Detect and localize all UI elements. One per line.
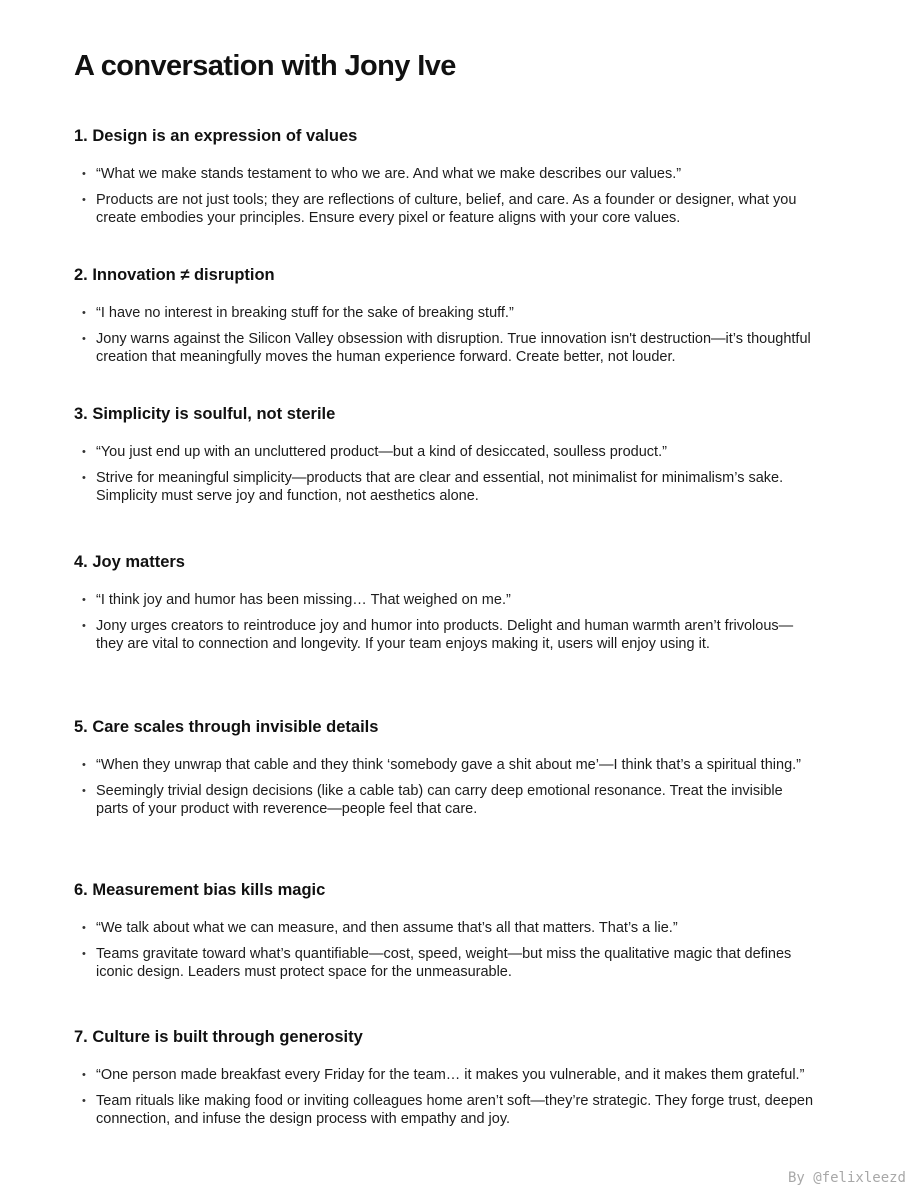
section-heading: 5. Care scales through invisible details bbox=[74, 718, 379, 736]
quote-bullet: • “One person made breakfast every Friday for the team… it makes you vulnerable, and it makes them grateful.” bbox=[74, 1066, 814, 1085]
quote-bullet: • “I think joy and humor has been missing… That weighed on me.” bbox=[74, 591, 814, 610]
section-innovation bbox=[74, 264, 814, 374]
section-design-values bbox=[74, 125, 814, 235]
note-bullet: • Strive for meaningful simplicity—products that are clear and essential, not minimalist for minimalism’s sake. Simplicity must serve joy and function, not aesthetics alone. bbox=[74, 469, 814, 506]
bullet-list bbox=[74, 165, 814, 228]
quote-bullet: • “You just end up with an uncluttered product—but a kind of desiccated, soulless product.” bbox=[74, 443, 814, 462]
bullet-list bbox=[74, 443, 814, 506]
note-bullet: • Products are not just tools; they are reflections of culture, belief, and care. As a founder or designer, what you create embodies your principles. Ensure every pixel or feature aligns with your core values. bbox=[74, 191, 814, 228]
quote-bullet: • “What we make stands testament to who we are. And what we make describes our values.” bbox=[74, 165, 814, 184]
section-heading: 4. Joy matters bbox=[74, 553, 185, 571]
bullet-list bbox=[74, 304, 814, 367]
section-joy bbox=[74, 551, 814, 661]
quote-bullet: • “When they unwrap that cable and they think ‘somebody gave a shit about me’—I think that’s a spiritual thing.” bbox=[74, 756, 814, 775]
bullet-list bbox=[74, 919, 814, 982]
section-heading: 7. Culture is built through generosity bbox=[74, 1028, 363, 1046]
section-heading: 2. Innovation ≠ disruption bbox=[74, 266, 275, 284]
author-credit: By @felixleezd bbox=[787, 1170, 906, 1186]
section-heading: 3. Simplicity is soulful, not sterile bbox=[74, 405, 336, 423]
section-culture bbox=[74, 1026, 814, 1136]
section-heading: 1. Design is an expression of values bbox=[74, 127, 358, 145]
quote-bullet: • “I have no interest in breaking stuff for the sake of breaking stuff.” bbox=[74, 304, 814, 323]
note-bullet: • Jony urges creators to reintroduce joy and humor into products. Delight and human warmth aren’t frivolous—they are vital to connection and longevity. If your team enjoys making it, users will enjoy using it. bbox=[74, 617, 814, 654]
bullet-list bbox=[74, 1066, 814, 1129]
page-title: A conversation with Jony Ive bbox=[74, 50, 456, 82]
section-care bbox=[74, 716, 814, 826]
bullet-list bbox=[74, 756, 814, 819]
note-bullet: • Teams gravitate toward what’s quantifiable—cost, speed, weight—but miss the qualitative magic that defines iconic design. Leaders must protect space for the unmeasurable. bbox=[74, 945, 814, 982]
note-bullet: • Team rituals like making food or inviting colleagues home aren’t soft—they’re strategic. They forge trust, deepen connection, and infuse the design process with empathy and joy. bbox=[74, 1092, 814, 1129]
quote-bullet: • “We talk about what we can measure, and then assume that’s all that matters. That’s a lie.” bbox=[74, 919, 814, 938]
note-bullet: • Seemingly trivial design decisions (like a cable tab) can carry deep emotional resonance. Treat the invisible parts of your product with reverence—people feel that care. bbox=[74, 782, 814, 819]
section-simplicity bbox=[74, 403, 814, 513]
section-heading: 6. Measurement bias kills magic bbox=[74, 881, 326, 899]
note-bullet: • Jony warns against the Silicon Valley obsession with disruption. True innovation isn't destruction—it’s thoughtful creation that meaningfully moves the human experience forward. Create better, not louder. bbox=[74, 330, 814, 367]
bullet-list bbox=[74, 591, 814, 654]
section-measurement bbox=[74, 879, 814, 989]
